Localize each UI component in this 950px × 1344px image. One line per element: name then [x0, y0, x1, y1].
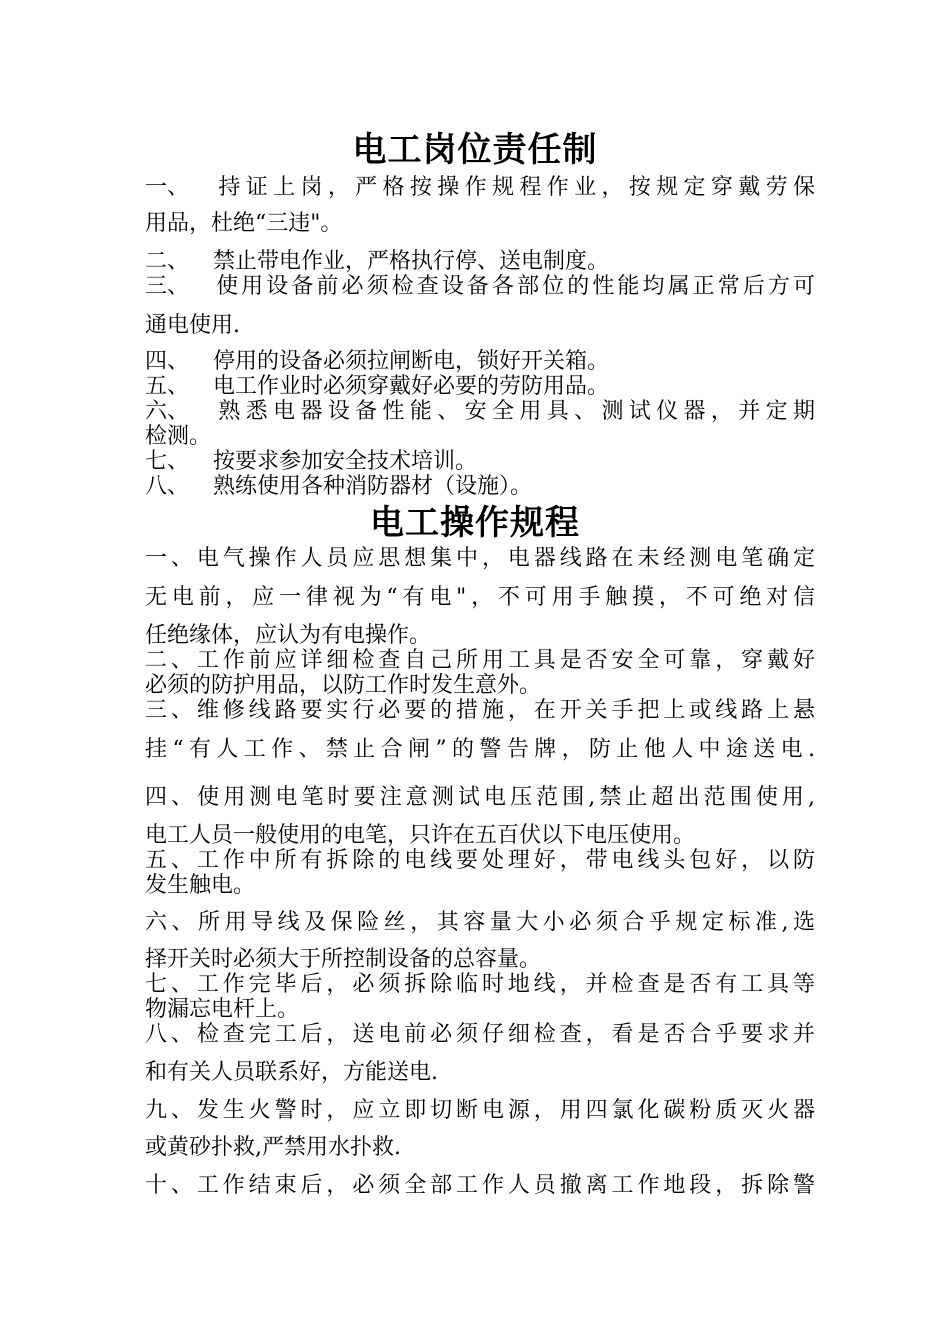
responsibility-item-7 — [145, 448, 815, 476]
procedure-line-18: 九、发生火警时，应立即切断电源，用四氯化碳粉质灭火器 — [145, 1098, 815, 1123]
item-text: 用品，杜绝“三违"。 — [145, 211, 343, 236]
procedure-line-16: 八、检查完工后，送电前必须仔细检查，看是否合乎要求并 — [145, 1022, 815, 1047]
procedure-line-12: 六、所用导线及保险丝，其容量大小必须合乎规定标准,选 — [145, 910, 815, 935]
responsibility-item-1-cont — [145, 210, 815, 238]
item-number: 三、 — [145, 274, 190, 299]
item-text: 电工作业时必须穿戴好必要的劳防用品。 — [213, 374, 610, 399]
procedure-line-1: 一、电气操作人员应思想集中，电器线路在未经测电笔确定 — [145, 546, 815, 571]
item-text: 停用的设备必须拉闸断电，锁好开关箱。 — [213, 349, 610, 374]
item-text: 通电使用. — [145, 313, 240, 338]
procedure-line-15: 物漏忘电杆上。 — [145, 997, 300, 1022]
item-text: 熟练使用各种消防器材（设施）。 — [213, 474, 533, 499]
procedure-line-14: 七、工作完毕后，必须拆除临时地线，并检查是否有工具等 — [145, 972, 815, 997]
item-number: 五、 — [145, 374, 190, 399]
procedure-line-19: 或黄砂扑救,严禁用水扑救. — [145, 1135, 401, 1160]
item-text: 按要求参加安全技术培训。 — [213, 449, 478, 474]
procedure-line-9: 电工人员一般使用的电笔，只许在五百伏以下电压使用。 — [145, 823, 696, 848]
item-text: 持证上岗，严格按操作规程作业，按规定穿戴劳保 — [213, 175, 815, 200]
procedure-line-17: 和有关人员联系好，方能送电. — [145, 1060, 438, 1085]
responsibility-item-6-cont — [145, 423, 815, 451]
responsibility-item-4 — [145, 348, 815, 376]
procedure-line-7: 挂“有人工作、禁止合闸”的警告牌，防止他人中途送电. — [145, 737, 815, 762]
responsibility-item-5 — [145, 373, 815, 401]
procedure-line-5: 必须的防护用品，以防工作时发生意外。 — [145, 673, 542, 698]
responsibility-item-6 — [145, 398, 815, 426]
item-number: 八、 — [145, 474, 190, 499]
responsibility-item-3 — [145, 273, 815, 301]
procedure-line-10: 五、工作中所有拆除的电线要处理好，带电线头包好，以防 — [145, 848, 815, 873]
item-text: 熟悉电器设备性能、安全用具、测试仪器，并定期 — [213, 399, 815, 424]
item-text: 禁止带电作业，严格执行停、送电制度。 — [213, 249, 610, 274]
procedure-line-3: 任绝缘体，应认为有电操作。 — [145, 623, 432, 648]
item-text: 检测。 — [145, 424, 212, 449]
procedure-line-8: 四、使用测电笔时要注意测试电压范围,禁止超出范围使用, — [145, 785, 815, 810]
item-number: 一、 — [145, 175, 190, 200]
item-number: 六、 — [145, 399, 190, 424]
responsibility-item-2 — [145, 248, 815, 276]
responsibility-item-1 — [145, 174, 815, 202]
procedure-line-13: 择开关时必须大于所控制设备的总容量。 — [145, 947, 542, 972]
procedure-line-6: 三、维修线路要实行必要的措施，在开关手把上或线路上悬 — [145, 698, 815, 723]
responsibility-item-8 — [145, 473, 815, 501]
item-number: 二、 — [145, 249, 190, 274]
responsibility-title: 电工岗位责任制 — [352, 130, 598, 170]
item-text: 使用设备前必须检查设备各部位的性能均属正常后方可 — [213, 274, 815, 299]
procedure-line-20: 十、工作结束后，必须全部工作人员撤离工作地段，拆除警 — [145, 1173, 815, 1198]
procedure-line-4: 二、工作前应详细检查自己所用工具是否安全可靠，穿戴好 — [145, 648, 815, 673]
item-number: 七、 — [145, 449, 190, 474]
responsibility-item-3-cont — [145, 312, 815, 340]
procedure-line-2: 无电前，应一律视为“有电"，不可用手触摸，不可绝对信 — [145, 585, 815, 610]
item-number: 四、 — [145, 349, 190, 374]
procedure-title: 电工操作规程 — [370, 503, 580, 543]
procedure-line-11: 发生触电。 — [145, 873, 256, 898]
